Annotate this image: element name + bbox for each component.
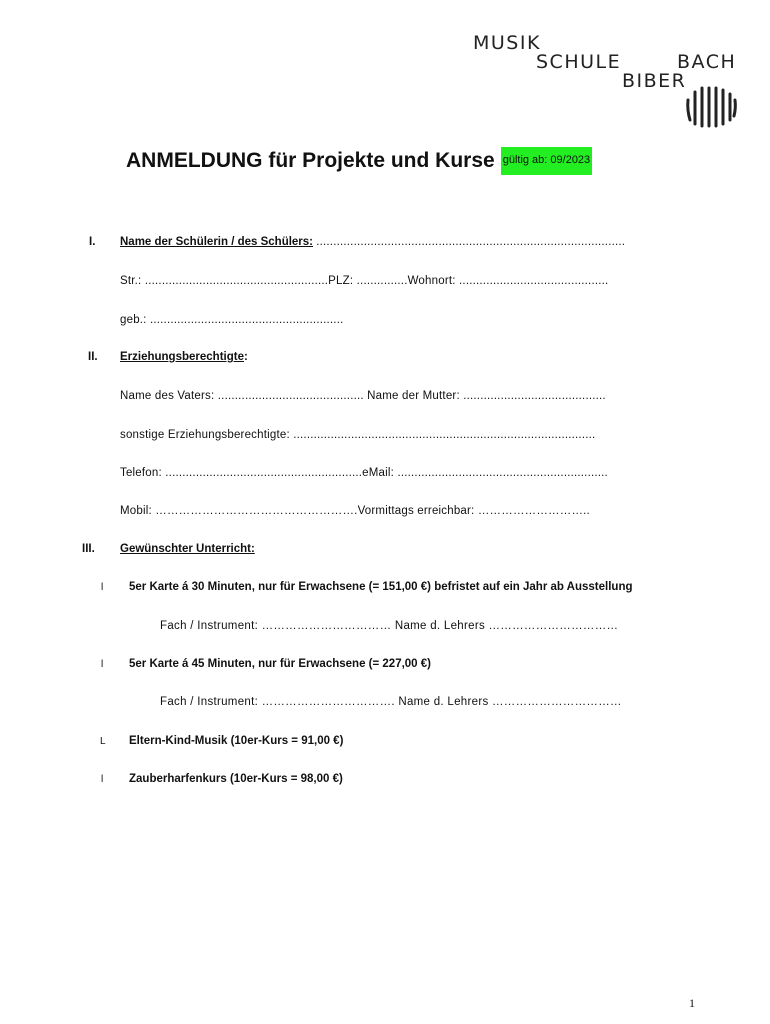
- address-row[interactable]: Str.: ......................................................PLZ: ...............Wohnort: ............................................: [120, 275, 609, 287]
- student-name-row: [120, 236, 625, 248]
- harp-strings-logo-icon: [684, 82, 738, 128]
- option-2-detail-row[interactable]: Fach / Instrument: ……………………………. Name d. Lehrers ……………………………: [160, 696, 622, 708]
- option-2-checkbox[interactable]: l: [101, 659, 104, 670]
- option-1-detail-row[interactable]: Fach / Instrument: …………………………… Name d. Lehrers ……………………………: [160, 620, 619, 632]
- validity-badge: gültig ab: 09/2023: [501, 147, 592, 175]
- student-name-field[interactable]: ...........................................................................................: [316, 236, 626, 248]
- section-2-heading-row: [120, 351, 248, 363]
- option-2-label: 5er Karte á 45 Minuten, nur für Erwachsene (= 227,00 €): [129, 658, 431, 670]
- logo-word-musik: MUSIK: [473, 32, 541, 54]
- parents-name-row[interactable]: Name des Vaters: ........................................... Name der Mutter: ..........................................: [120, 390, 606, 402]
- section-3-heading: Gewünschter Unterricht:: [120, 543, 255, 555]
- section-2-heading-colon: :: [243, 351, 248, 363]
- section-3-number: III.: [82, 543, 95, 555]
- option-1-label: 5er Karte á 30 Minuten, nur für Erwachsene (= 151,00 €) befristet auf ein Jahr ab Ausstellung: [129, 581, 633, 593]
- birthdate-row[interactable]: geb.: .........................................................: [120, 314, 344, 326]
- logo-word-biber: BIBER: [622, 70, 687, 92]
- page-title: ANMELDUNG für Projekte und Kurse: [126, 149, 495, 172]
- other-guardians-row[interactable]: sonstige Erziehungsberechtigte: .........................................................................................: [120, 429, 596, 441]
- option-4-label: Zauberharfenkurs (10er-Kurs = 98,00 €): [129, 773, 343, 785]
- option-3-checkbox[interactable]: L: [100, 736, 106, 747]
- title-row: [126, 146, 592, 176]
- section-1-heading: Name der Schülerin / des Schülers:: [120, 236, 314, 248]
- option-1-checkbox[interactable]: l: [101, 582, 104, 593]
- section-2-number: II.: [88, 351, 98, 363]
- school-logo: [470, 30, 750, 130]
- option-4-checkbox[interactable]: l: [101, 774, 104, 785]
- phone-email-row[interactable]: Telefon: ..........................................................eMail: ..............................................................: [120, 467, 608, 479]
- mobile-row[interactable]: Mobil: …………………………………………….Vormittags erreichbar: ………………………..: [120, 505, 590, 517]
- logo-word-schule: SCHULE: [536, 51, 622, 73]
- section-1-number: I.: [89, 236, 96, 248]
- logo-word-bach: BACH: [677, 51, 737, 73]
- option-3-label: Eltern-Kind-Musik (10er-Kurs = 91,00 €): [129, 735, 344, 747]
- section-2-heading: Erziehungsberechtigte: [120, 351, 244, 363]
- page-number: 1: [689, 996, 695, 1010]
